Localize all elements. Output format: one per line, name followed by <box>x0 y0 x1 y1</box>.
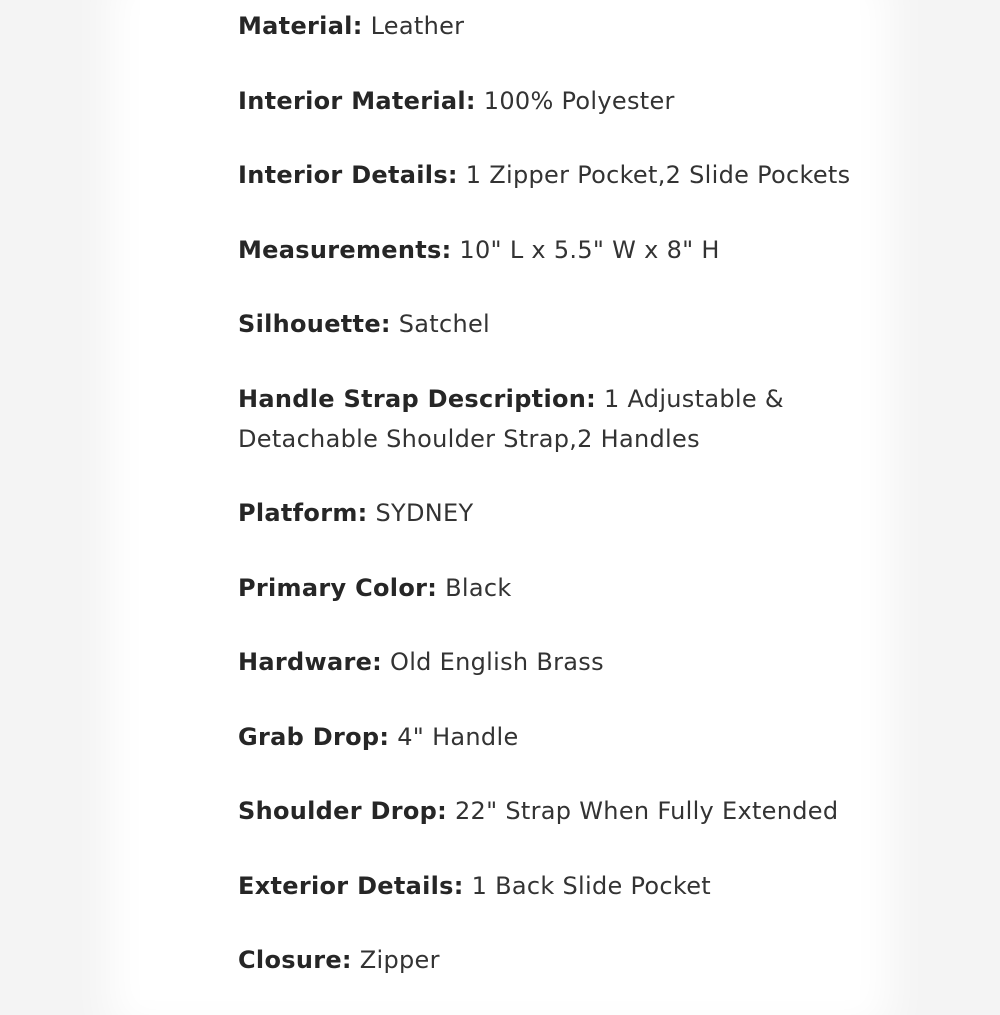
spec-label: Hardware: <box>238 648 383 676</box>
spec-value: Zipper <box>359 946 440 974</box>
product-specs-list <box>238 6 878 1015</box>
spec-label: Interior Material: <box>238 86 476 115</box>
spec-label: Silhouette: <box>238 310 391 338</box>
spec-platform <box>238 493 878 533</box>
spec-measurements <box>238 230 878 270</box>
spec-label: Interior Details: <box>238 161 458 189</box>
spec-label: Grab Drop: <box>238 722 390 751</box>
spec-shoulder-drop <box>238 791 878 831</box>
spec-value: Black <box>445 573 512 602</box>
spec-label: Closure: <box>238 946 352 974</box>
spec-label: Material: <box>238 12 363 40</box>
spec-interior-details <box>238 155 878 195</box>
spec-exterior-details <box>238 866 878 906</box>
spec-value: 1 Adjustable & Detachable Shoulder Strap,2 Handles <box>238 384 784 453</box>
spec-material <box>238 6 878 46</box>
spec-silhouette <box>238 304 878 344</box>
spec-grab-drop <box>238 717 878 757</box>
spec-value: Satchel <box>398 310 491 338</box>
spec-value: SYDNEY <box>375 499 474 527</box>
spec-value: 10" L x 5.5" W x 8" H <box>459 235 720 264</box>
spec-handle-strap-description <box>238 379 878 459</box>
spec-hardware <box>238 642 878 682</box>
spec-value: Leather <box>370 12 465 40</box>
spec-label: Measurements: <box>238 235 452 264</box>
spec-label: Platform: <box>238 499 368 527</box>
spec-value: 1 Back Slide Pocket <box>471 871 712 900</box>
spec-interior-material <box>238 81 878 121</box>
spec-label: Shoulder Drop: <box>238 797 448 825</box>
spec-primary-color <box>238 568 878 608</box>
spec-value: 100% Polyester <box>483 86 675 115</box>
spec-label: Primary Color: <box>238 573 438 602</box>
spec-label: Exterior Details: <box>238 871 464 900</box>
spec-value: 4" Handle <box>397 722 519 751</box>
spec-label: Handle Strap Description: <box>238 384 597 413</box>
spec-value: 22" Strap When Fully Extended <box>454 797 839 825</box>
spec-value: Old English Brass <box>390 648 604 676</box>
spec-closure <box>238 940 878 980</box>
spec-value: 1 Zipper Pocket,2 Slide Pockets <box>465 161 851 189</box>
